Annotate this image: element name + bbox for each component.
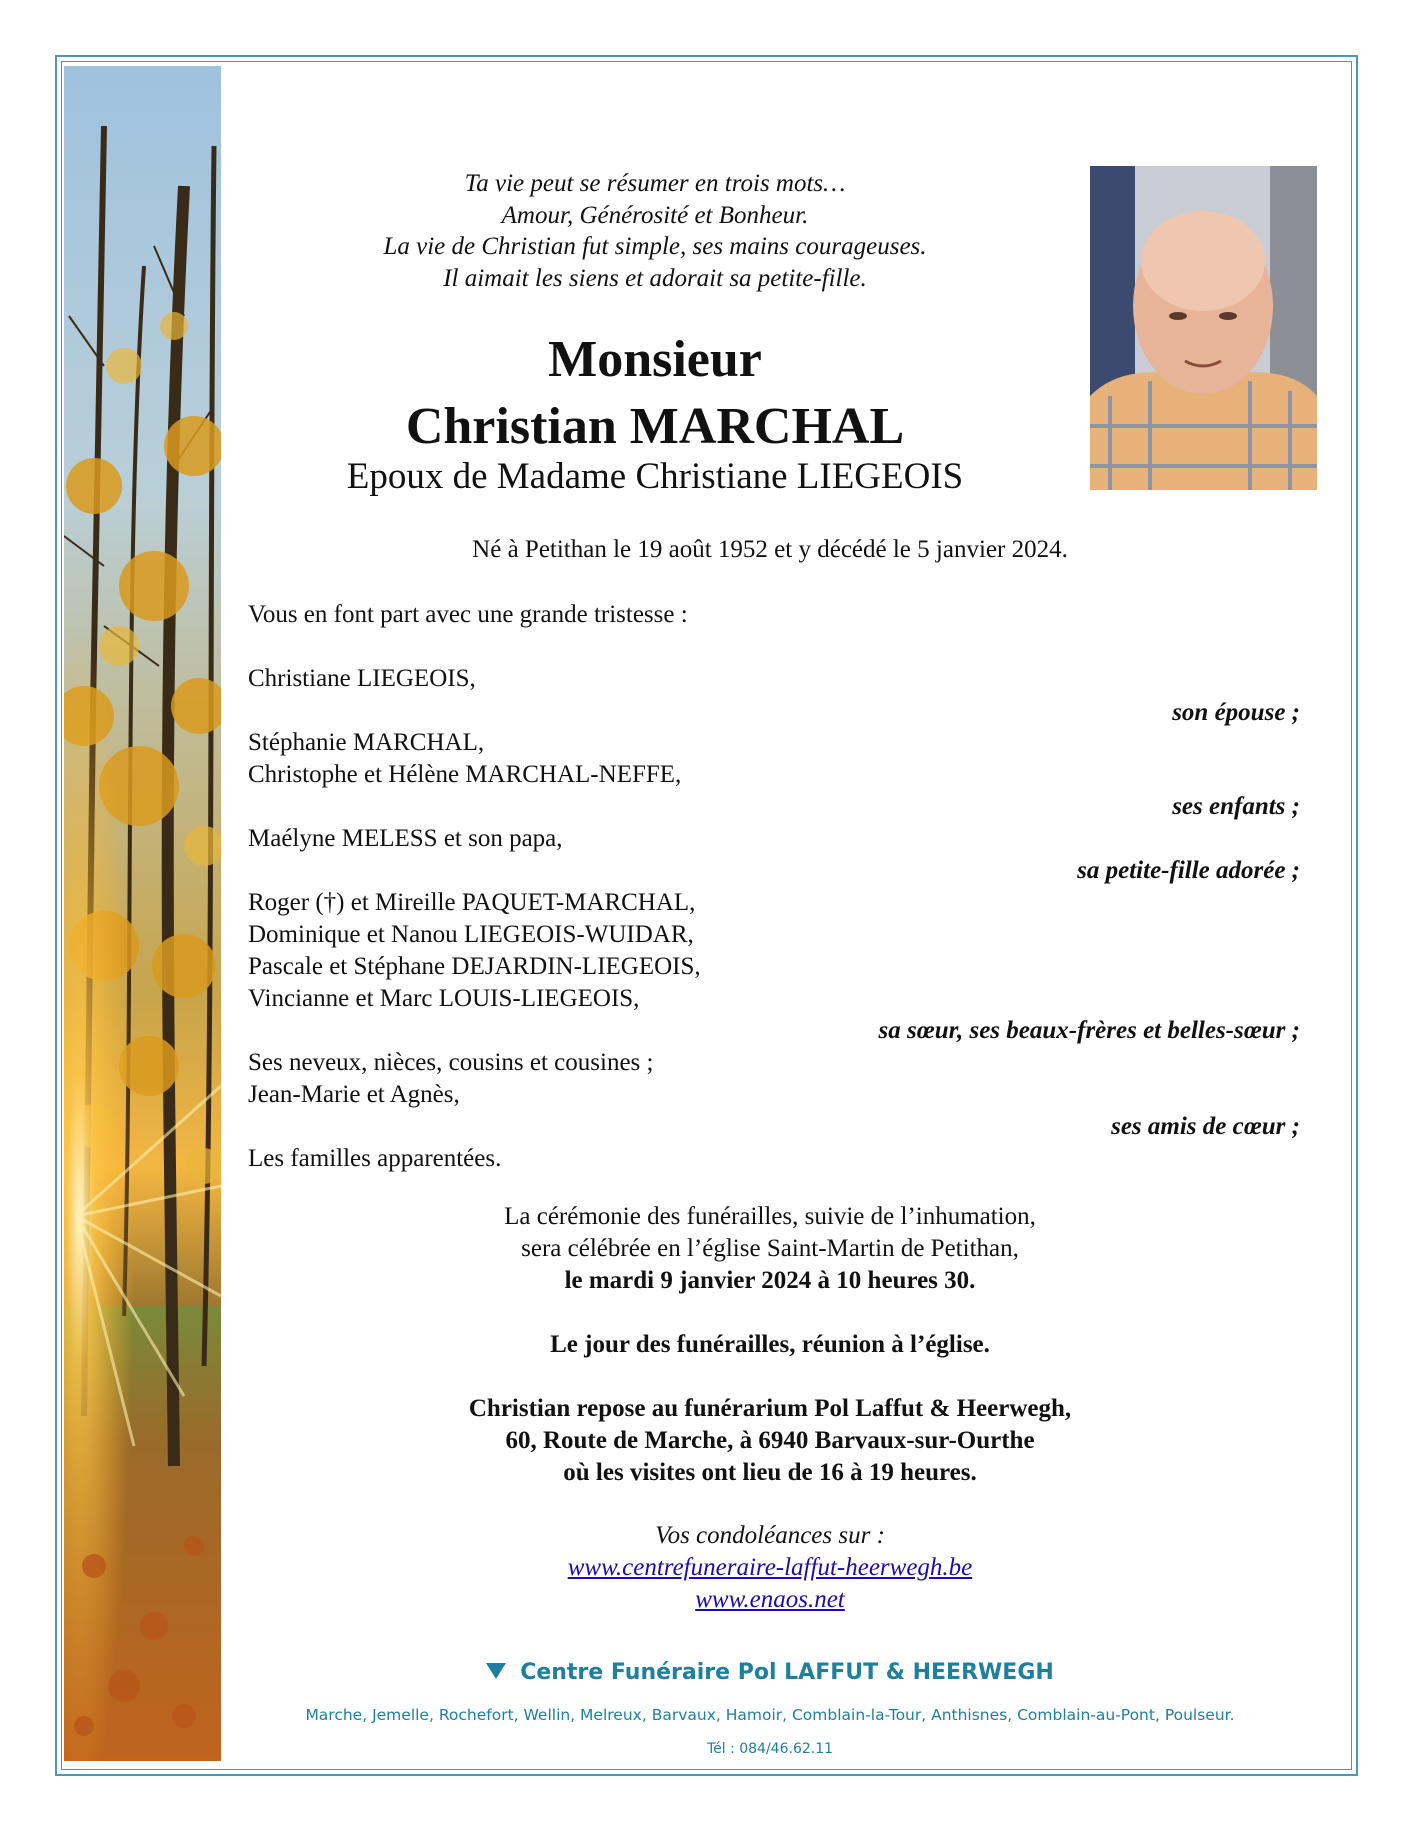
deceased-name: Christian MARCHAL: [405, 398, 905, 455]
funeral-home-name: [240, 1660, 1300, 1685]
family-line: Roger (†) et Mireille PAQUET-MARCHAL,: [248, 889, 696, 916]
condolences-label: Vos condoléances sur :: [655, 1522, 885, 1549]
condolences-link-funeral-home[interactable]: www.centrefuneraire-laffut-heerwegh.be: [567, 1554, 973, 1581]
spouse-line: Epoux de Madame Christiane LIEGEOIS: [346, 456, 964, 497]
condolences-link-enaos[interactable]: www.enaos.net: [695, 1586, 845, 1613]
relation-label: sa petite-fille adorée ;: [1077, 857, 1300, 884]
family-line: Dominique et Nanou LIEGEOIS-WUIDAR,: [248, 921, 694, 948]
family-line: Christiane LIEGEOIS,: [248, 665, 476, 692]
meeting-note: Le jour des funérailles, réunion à l’église.: [550, 1331, 990, 1358]
funeral-home-phone: Tél : 084/46.62.11: [706, 1741, 834, 1757]
family-line: Jean-Marie et Agnès,: [248, 1081, 460, 1108]
autumn-forest-image: [64, 66, 221, 1761]
family-line: Pascale et Stéphane DEJARDIN-LIEGEOIS,: [248, 953, 701, 980]
funerarium-address: 60, Route de Marche, à 6940 Barvaux-sur-Ourthe: [505, 1427, 1035, 1454]
family-line: Maélyne MELESS et son papa,: [248, 825, 563, 852]
quote-line: Amour, Générosité et Bonheur.: [501, 201, 809, 229]
honorific: Monsieur: [548, 331, 762, 388]
family-line: Ses neveux, nièces, cousins et cousines ;: [248, 1049, 654, 1076]
quote-line: Il aimait les siens et adorait sa petite-fille.: [443, 264, 867, 292]
triangle-down-icon: [486, 1663, 506, 1679]
portrait-photo: [1090, 166, 1317, 490]
funeral-home-title: Centre Funéraire Pol LAFFUT & HEERWEGH: [520, 1660, 1054, 1685]
family-line: Les familles apparentées.: [248, 1145, 502, 1172]
intro-text: Vous en font part avec une grande tristesse :: [248, 601, 688, 628]
ceremony-line: La cérémonie des funérailles, suivie de l’inhumation,: [504, 1203, 1036, 1230]
opening-quote: [240, 168, 1070, 294]
quote-line: Ta vie peut se résumer en trois mots…: [464, 170, 846, 197]
family-line: Christophe et Hélène MARCHAL-NEFFE,: [248, 761, 682, 788]
relation-label: sa sœur, ses beaux-frères et belles-sœur ;: [878, 1017, 1300, 1044]
visiting-hours: où les visites ont lieu de 16 à 19 heures.: [563, 1459, 977, 1486]
relation-label: son épouse ;: [1172, 699, 1300, 726]
family-line: Vincianne et Marc LOUIS-LIEGEOIS,: [248, 985, 640, 1012]
family-line: Stéphanie MARCHAL,: [248, 729, 485, 756]
funerarium-line: Christian repose au funérarium Pol Laffut & Heerwegh,: [468, 1395, 1072, 1422]
quote-line: La vie de Christian fut simple, ses mains courageuses.: [383, 233, 927, 260]
funeral-home-towns: Marche, Jemelle, Rochefort, Wellin, Melreux, Barvaux, Hamoir, Comblain-la-Tour, Anthisnes, Comblain-au-Pont, Poulseur.: [305, 1706, 1235, 1724]
relation-label: ses enfants ;: [1172, 793, 1300, 820]
relation-label: ses amis de cœur ;: [1111, 1113, 1300, 1140]
birth-death-line: Né à Petithan le 19 août 1952 et y décédé le 5 janvier 2024.: [472, 536, 1068, 563]
ceremony-line: sera célébrée en l’église Saint-Martin de Petithan,: [521, 1235, 1019, 1262]
ceremony-date: le mardi 9 janvier 2024 à 10 heures 30.: [564, 1267, 976, 1294]
